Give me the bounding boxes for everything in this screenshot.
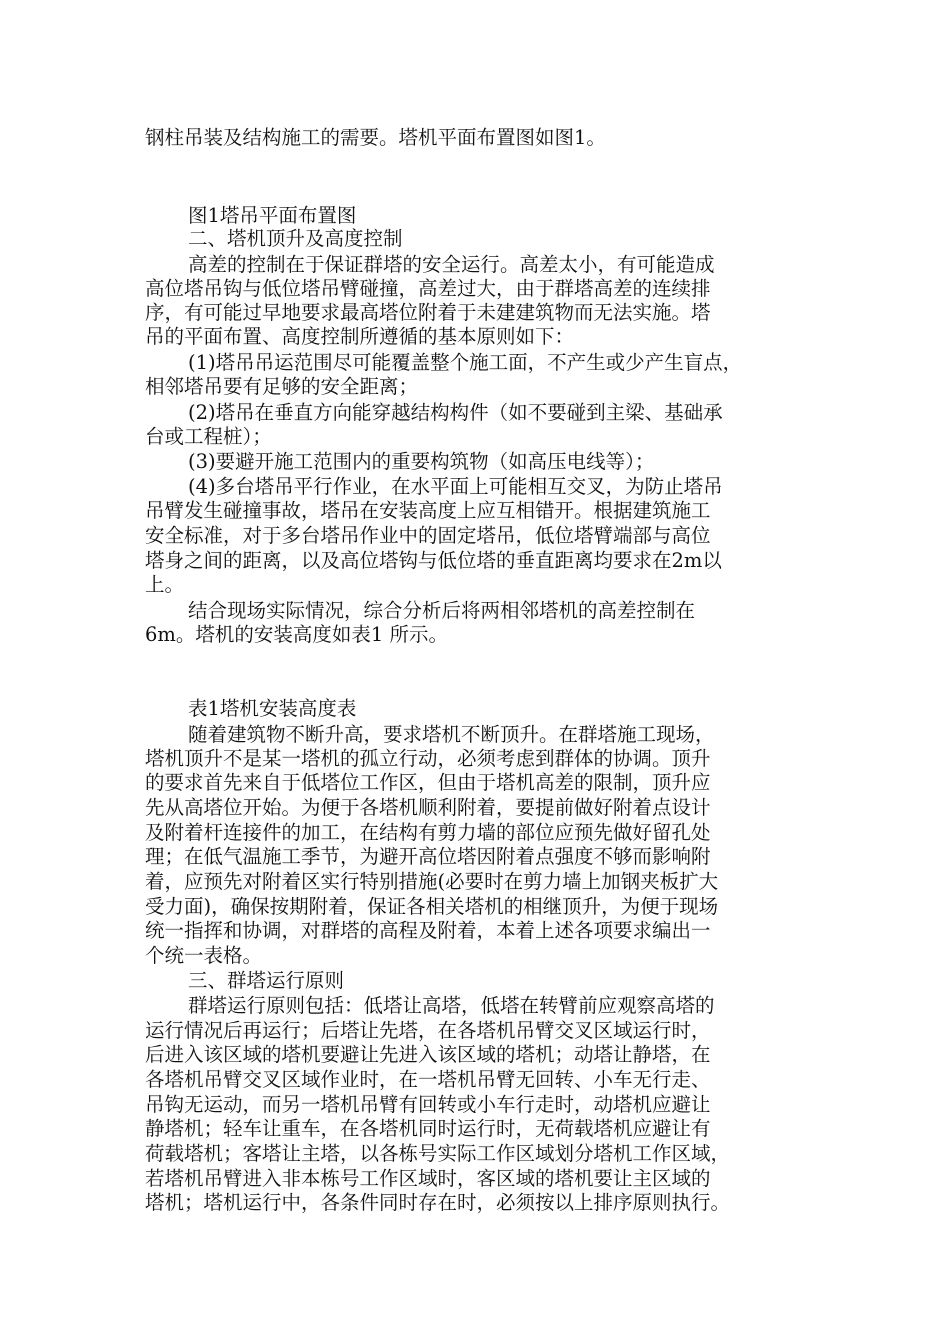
paragraph-line: 各塔机吊臂交叉区域作业时，在一塔机吊臂无回转、小车无行走、 [145,1068,711,1091]
paragraph-line: 相邻塔吊要有足够的安全距离； [145,375,419,398]
paragraph-line: 塔机顶升不是某一塔机的孤立行动，必须考虑到群体的协调。顶升 [145,747,711,770]
paragraph-line: 理；在低气温施工季节，为避开高位塔因附着点强度不够而影响附 [145,845,711,868]
paragraph-line: 序，有可能过早地要求最高塔位附着于未建建筑物而无法实施。塔 [145,301,711,324]
paragraph-line: 6m。塔机的安装高度如表1 所示。 [145,623,449,646]
list-item: (1)塔吊吊运范围尽可能覆盖整个施工面，不产生或少产生盲点， [188,351,743,374]
paragraph-line: 安全标准，对于多台塔吊作业中的固定塔吊，低位塔臂端部与高位 [145,524,711,547]
paragraph-line: 及附着杆连接件的加工，在结构有剪力墙的部位应预先做好留孔处 [145,821,711,844]
paragraph-line: 个统一表格。 [145,944,263,967]
paragraph-line: 静塔机；轻车让重车，在各塔机同时运行时，无荷载塔机应避让有 [145,1117,711,1140]
paragraph-line: 的要求首先来自于低塔位工作区，但由于塔机高差的限制，顶升应 [145,771,711,794]
figure-caption: 图1塔吊平面布置图 [188,204,357,227]
paragraph-line: 塔机；塔机运行中，各条件同时存在时，必须按以上排序原则执行。 [145,1191,731,1214]
paragraph-line: 结合现场实际情况，综合分析后将两相邻塔机的高差控制在 [188,599,696,622]
paragraph-line: 后进入该区域的塔机要避让先进入该区域的塔机；动塔让静塔，在 [145,1043,711,1066]
paragraph-line: 钢柱吊装及结构施工的需要。塔机平面布置图如图1。 [145,126,606,149]
paragraph-line: 高位塔吊钩与低位塔吊臂碰撞，高差过大，由于群塔高差的连续排 [145,277,711,300]
paragraph-line: 先从高塔位开始。为便于各塔机顺利附着，要提前做好附着点设计 [145,796,711,819]
paragraph-line: 吊臂发生碰撞事故，塔吊在安装高度上应互相错开。根据建筑施工 [145,499,711,522]
paragraph-line: 运行情况后再运行；后塔让先塔，在各塔机吊臂交叉区域运行时， [145,1019,711,1042]
paragraph-line: 统一指挥和协调，对群塔的高程及附着，本着上述各项要求编出一 [145,919,711,942]
paragraph-line: 随着建筑物不断升高，要求塔机不断顶升。在群塔施工现场， [188,723,715,746]
paragraph-line: 受力面)，确保按期附着，保证各相关塔机的相继顶升，为便于现场 [145,895,719,918]
paragraph-line: 吊的平面布置、高度控制所遵循的基本原则如下： [145,325,575,348]
section-heading: 二、塔机顶升及高度控制 [188,227,403,250]
paragraph-line: 高差的控制在于保证群塔的安全运行。高差太小，有可能造成 [188,253,715,276]
paragraph-line: 荷载塔机；客塔让主塔，以各栋号实际工作区域划分塔机工作区域， [145,1142,731,1165]
paragraph-line: 台或工程桩）； [145,425,272,448]
list-item: (2)塔吊在垂直方向能穿越结构构件（如不要碰到主梁、基础承 [188,401,723,424]
paragraph-line: 若塔机吊臂进入非本栋号工作区域时，客区域的塔机要让主区域的 [145,1167,711,1190]
paragraph-line: 群塔运行原则包括：低塔让高塔，低塔在转臂前应观察高塔的 [188,994,715,1017]
paragraph-line: 吊钩无运动，而另一塔机吊臂有回转或小车行走时，动塔机应避让 [145,1093,711,1116]
paragraph-line: 上。 [145,573,185,596]
list-item: (4)多台塔吊平行作业，在水平面上可能相互交叉，为防止塔吊 [188,475,723,498]
paragraph-line: 着，应预先对附着区实行特别措施(必要时在剪力墙上加钢夹板扩大 [145,870,719,893]
section-heading: 三、群塔运行原则 [188,969,345,992]
list-item: (3)要避开施工范围内的重要构筑物（如高压电线等）； [188,450,655,473]
table-caption: 表1塔机安装高度表 [188,697,357,720]
paragraph-line: 塔身之间的距离，以及高位塔钩与低位塔的垂直距离均要求在2m以 [145,549,722,572]
